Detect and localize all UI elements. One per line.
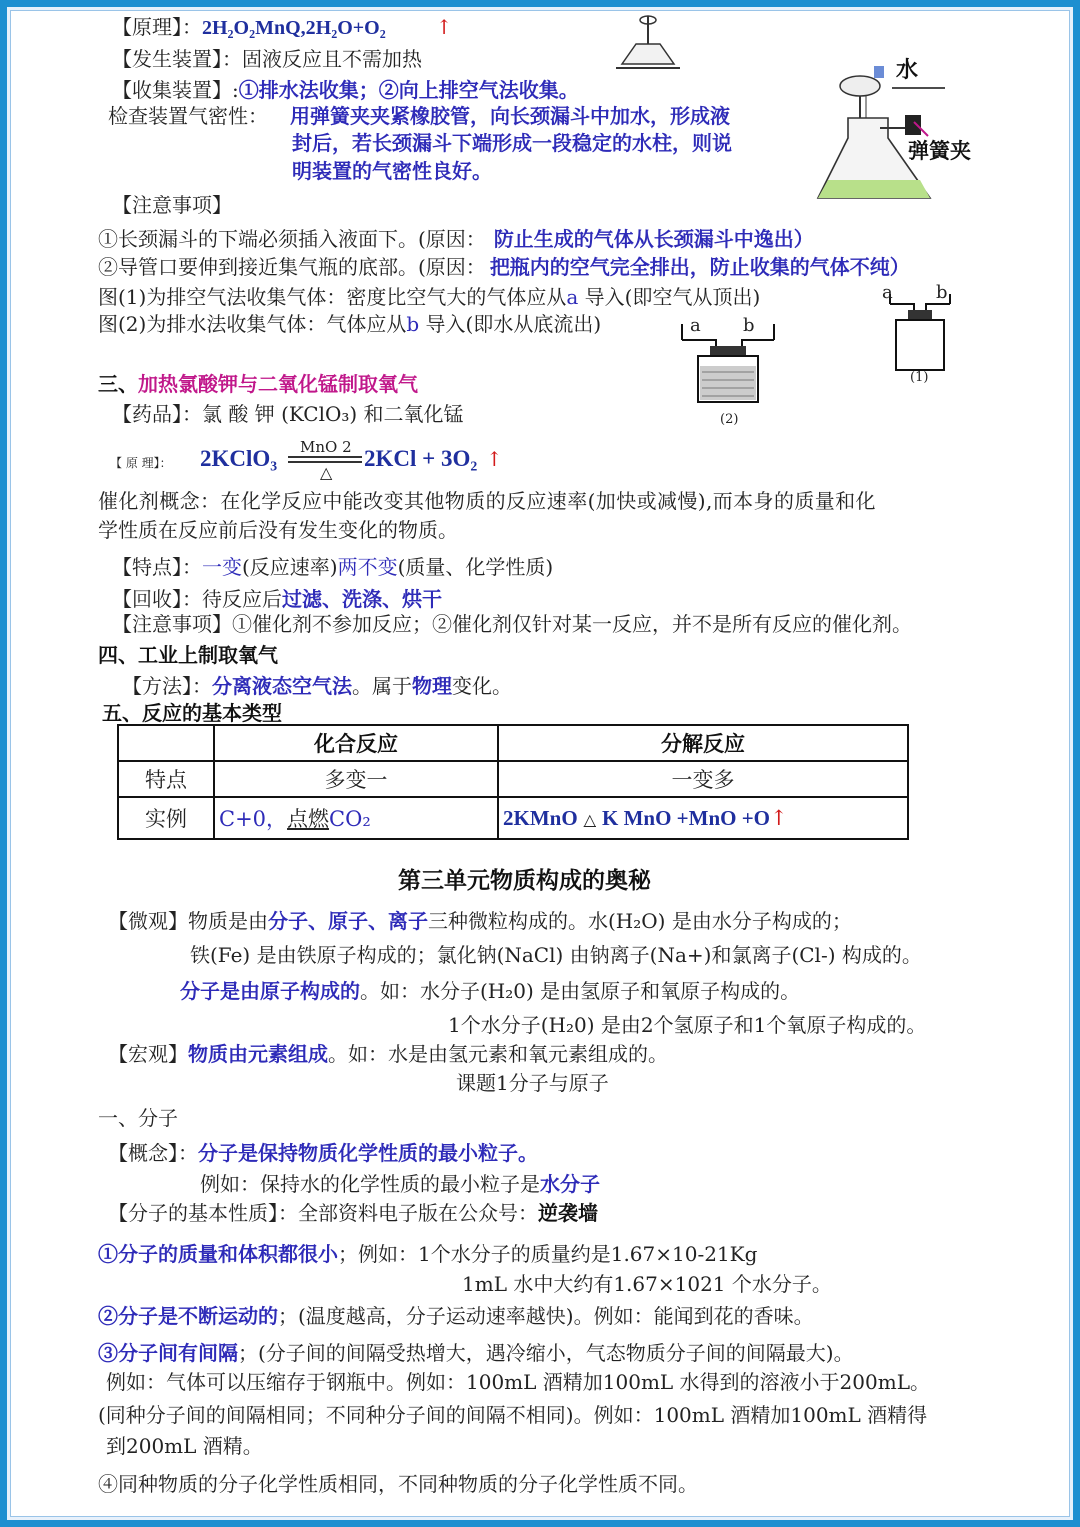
molecule-section-title: 一、分子 xyxy=(98,1106,178,1130)
kmno4-heat-icon: △ xyxy=(583,809,596,829)
fig2-desc xyxy=(98,311,601,337)
method-line xyxy=(122,673,512,699)
concept-label: 【概念】： xyxy=(108,1141,198,1165)
fig1-desc-b: 导入(即空气从顶出) xyxy=(584,285,761,309)
props-account: 逆袭墙 xyxy=(538,1201,598,1225)
bottle-1-caption: (1) xyxy=(910,370,929,385)
micro-text-c: 三种微粒构成的。水(H₂O) 是由水分子构成的； xyxy=(428,909,852,933)
airtight-label: 检查装置气密性： xyxy=(108,104,268,128)
kclo3-gas-icon: ↑ xyxy=(486,447,503,471)
gas-arrow-icon: ↑ xyxy=(435,15,453,39)
property-2-title: ②分子是不断运动的 xyxy=(98,1304,278,1328)
example-text: 例如：保持水的化学性质的最小粒子是 xyxy=(200,1172,540,1196)
collect-label: 【收集装置】: xyxy=(112,78,239,102)
row-feature-label: 特点 xyxy=(118,761,214,797)
airtight-line-3: 明装置的气密性良好。 xyxy=(292,159,492,183)
collect-line xyxy=(112,77,579,103)
kclo3-right: 2KCl + 3O₂ xyxy=(364,446,478,471)
method-end: 变化。 xyxy=(452,674,512,698)
feature-line xyxy=(112,554,553,580)
recover-text: 待反应后 xyxy=(202,587,282,611)
drug-line xyxy=(112,401,464,427)
bottle-2-caption: (2) xyxy=(720,412,739,427)
note-1 xyxy=(98,226,814,252)
method-physical: 物理 xyxy=(412,674,452,698)
device-text: 固液反应且不需加热 xyxy=(242,47,422,71)
col-decomposition: 分解反应 xyxy=(498,725,908,761)
unit3-title: 第三单元物质构成的奥秘 xyxy=(398,867,651,894)
example-line xyxy=(200,1171,600,1197)
section3-number: 三、 xyxy=(98,372,138,396)
device-line xyxy=(112,46,422,72)
recover-steps: 过滤、洗涤、烘干 xyxy=(282,587,442,611)
note-2 xyxy=(98,254,910,280)
property-1-example: ；例如：1个水分子的质量约是1.67×10-21Kg xyxy=(338,1242,758,1266)
property-4: ④同种物质的分子化学性质相同，不同种物质的分子化学性质不同。 xyxy=(98,1472,698,1496)
property-2-example: ；(温度越高，分子运动速率越快)。例如：能闻到花的香味。 xyxy=(278,1304,814,1328)
bottle-1-b: b xyxy=(936,282,948,303)
macro-label: 【宏观】 xyxy=(108,1042,188,1066)
principle-line xyxy=(112,14,453,41)
note-2-reason: 把瓶内的空气完全排出，防止收集的气体不纯） xyxy=(489,255,910,279)
reaction-type-table xyxy=(117,724,909,840)
fig1-desc xyxy=(98,284,760,310)
fig1-letter: a xyxy=(566,285,579,309)
catalyst-line-2: 学性质在反应前后没有发生变化的物质。 xyxy=(98,518,458,542)
property-3-line-3: (同种分子间的间隔相同；不同种分子间的间隔不相同)。例如：100mL 酒精加100mL 酒精得 xyxy=(98,1403,928,1427)
micro-particles: 分子、原子、离子 xyxy=(268,909,428,933)
property-1-title: ①分子的质量和体积都很小 xyxy=(98,1242,338,1266)
principle2-label: 【 原 理】： xyxy=(110,456,172,470)
fig2-desc-b: 导入(即水从底流出) xyxy=(425,312,602,336)
table-corner xyxy=(118,725,214,761)
feature-mass: (质量、化学性质) xyxy=(397,555,554,579)
water-label: 水 xyxy=(896,58,919,83)
molecule-example: 。如：水分子(H₂0) 是由氢原子和氧原子构成的。 xyxy=(360,979,801,1003)
feature-two-unchanged: 两不变 xyxy=(337,555,398,579)
concept-line xyxy=(108,1140,538,1166)
principle-label: 【原理】： xyxy=(112,15,202,39)
micro-line xyxy=(108,908,852,934)
kclo3-heat-icon: △ xyxy=(320,463,333,482)
property-3-line-4: 到200mL 酒精。 xyxy=(106,1434,263,1458)
feature-rate: (反应速率) xyxy=(242,555,338,579)
apparatus-small-figure xyxy=(612,14,684,72)
collect-text: ①排水法收集；②向上排空气法收集。 xyxy=(238,78,579,102)
micro-line-2: 铁(Fe) 是由铁原子构成的；氯化钠(NaCl) 由钠离子(Na+)和氯离子(Cl-) 构成的。 xyxy=(190,943,922,967)
notes-label: 【注意事项】 xyxy=(112,193,232,217)
molecule-line-2: 1个水分子(H₂0) 是由2个氢原子和1个氧原子构成的。 xyxy=(448,1013,927,1037)
lesson-title: 课题1分子与原子 xyxy=(456,1071,609,1095)
props-text: ：全部资料电子版在公众号： xyxy=(278,1201,538,1225)
note-1-reason: 防止生成的气体从长颈漏斗中逸出） xyxy=(493,227,814,251)
combination-reactants: C+0， xyxy=(219,807,288,831)
macro-line xyxy=(108,1041,668,1067)
principle-equation: 2H₂O₂MnQ,2H₂O+O₂ xyxy=(202,17,386,39)
example-answer: 水分子 xyxy=(540,1172,600,1196)
device-label: 【发生装置】： xyxy=(112,47,242,71)
property-3-line-2: 例如：气体可以压缩存于钢瓶中。例如：100mL 酒精加100mL 水得到的溶液小于200mL。 xyxy=(106,1370,930,1394)
fig2-letter: b xyxy=(406,312,420,336)
bottle-1-a: a xyxy=(882,282,893,303)
row-example-label: 实例 xyxy=(118,797,214,839)
method-text: 。属于 xyxy=(352,674,412,698)
kmno4-left: 2KMnO xyxy=(503,805,578,830)
kmno4-gas-icon: ↑ xyxy=(770,805,788,830)
macro-statement: 物质由元素组成 xyxy=(188,1042,328,1066)
note-1-text: ①长颈漏斗的下端必须插入液面下。(原因： xyxy=(98,227,486,251)
section4-title: 四、工业上制取氧气 xyxy=(98,643,278,667)
recover-line xyxy=(112,586,442,612)
combination-product: CO₂ xyxy=(329,807,371,831)
molecule-line xyxy=(180,978,800,1004)
airtight-line-1: 用弹簧夹夹紧橡胶管，向长颈漏斗中加水，形成液 xyxy=(290,104,730,128)
method-label: 【方法】： xyxy=(122,674,212,698)
row-example-combination xyxy=(214,797,498,839)
macro-example: 。如：水是由氢元素和氧元素组成的。 xyxy=(328,1042,668,1066)
concept-text: 分子是保持物质化学性质的最小粒子。 xyxy=(198,1141,538,1165)
section3-title-text: 加热氯酸钾与二氧化锰制取氧气 xyxy=(138,372,418,396)
drug-text: 氯 酸 钾 (KClO₃) 和二氧化锰 xyxy=(202,402,464,426)
kclo3-condition: MnO 2 xyxy=(300,438,352,456)
fig1-desc-a: 图(1)为排空气法收集气体：密度比空气大的气体应从 xyxy=(98,285,567,309)
fig2-desc-a: 图(2)为排水法收集气体：气体应从 xyxy=(98,312,407,336)
kclo3-left: 2KClO₃ xyxy=(200,446,278,471)
props-line xyxy=(108,1200,598,1226)
method-name: 分离液态空气法 xyxy=(212,674,352,698)
catalyst-line-1: 催化剂概念：在化学反应中能改变其他物质的反应速率(加快或减慢),而本身的质量和化 xyxy=(98,489,876,513)
section5-title: 五、反应的基本类型 xyxy=(102,701,282,725)
col-combination: 化合反应 xyxy=(214,725,498,761)
feature-label: 【特点】： xyxy=(112,555,202,579)
airtight-line-2: 封后，若长颈漏斗下端形成一段稳定的水柱，则说 xyxy=(292,131,732,155)
bottle-2-b: b xyxy=(743,315,755,336)
property-3 xyxy=(98,1340,854,1366)
property-1-line-2: 1mL 水中大约有1.67×1021 个水分子。 xyxy=(462,1272,832,1296)
row-feature-decomposition: 一变多 xyxy=(498,761,908,797)
molecule-statement: 分子是由原子构成的 xyxy=(180,979,360,1003)
feature-one-change: 一变 xyxy=(202,555,242,579)
property-3-text: ；(分子间的间隔受热增大，遇冷缩小，气态物质分子间的间隔最大)。 xyxy=(238,1341,854,1365)
drug-label: 【药品】： xyxy=(112,402,202,426)
props-label: 【分子的基本性质】 xyxy=(108,1201,278,1225)
note-2-text: ②导管口要伸到接近集气瓶的底部。(原因： xyxy=(98,255,486,279)
clamp-label: 弹簧夹 xyxy=(908,139,971,163)
micro-text-a: 物质是由 xyxy=(188,909,268,933)
bottle-2-a: a xyxy=(690,315,701,336)
row-feature-combination: 多变一 xyxy=(214,761,498,797)
recover-label: 【回收】： xyxy=(112,587,202,611)
micro-label: 【微观】 xyxy=(108,909,188,933)
property-3-title: ③分子间有间隔 xyxy=(98,1341,238,1365)
row-example-decomposition xyxy=(498,797,908,839)
property-1 xyxy=(98,1241,757,1267)
kmno4-right: K MnO +MnO +O xyxy=(601,805,771,830)
property-2 xyxy=(98,1303,814,1329)
section3-title xyxy=(98,371,418,397)
catalyst-notes: 【注意事项】①催化剂不参加反应；②催化剂仅针对某一反应，并不是所有反应的催化剂。 xyxy=(112,612,912,636)
kclo3-arrow-line xyxy=(288,456,362,458)
combination-condition: 点燃 xyxy=(287,807,330,831)
